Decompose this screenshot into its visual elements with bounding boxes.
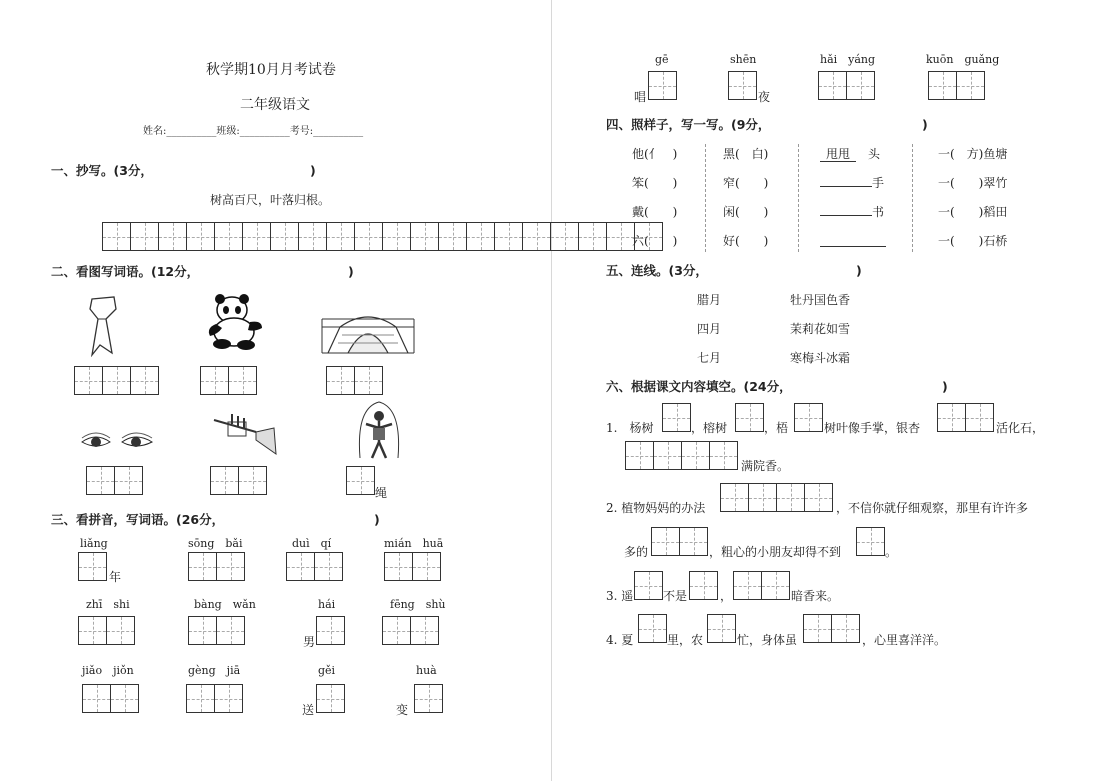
s4-divider-2 xyxy=(798,144,799,252)
s4-heading: 四、照样子，写一写。(9分， xyxy=(606,117,771,132)
s6-q3-b: 不是 xyxy=(663,589,688,603)
s4-c2-1: 黑( 白) xyxy=(723,147,769,161)
s4-c2-4: 好( ) xyxy=(723,234,769,248)
s6-q2-grid-2[interactable] xyxy=(651,527,707,556)
s6-q2-c: 多的 xyxy=(624,545,649,559)
s4-divider-3 xyxy=(912,144,913,252)
s3c-pinyin-4: kuōn guǎng xyxy=(926,53,1000,66)
s1-heading: 一、抄写。(3分， xyxy=(51,163,153,178)
s6-heading: 六、根据课文内容填空。(24分， xyxy=(606,379,792,394)
s5-left-2[interactable]: 四月 xyxy=(697,322,722,336)
bridge-icon xyxy=(320,305,416,355)
s3-grid-3[interactable] xyxy=(286,552,342,581)
scarf-icon xyxy=(86,295,120,357)
s3-grid-5[interactable] xyxy=(78,616,134,645)
s6-q1-a: 1. 杨树 xyxy=(606,421,654,435)
s3-heading: 三、看拼音，写词语。(26分， xyxy=(51,512,225,527)
s6-q2-a: 2. 植物妈妈的办法 xyxy=(606,501,706,515)
s1-writing-grid[interactable] xyxy=(102,222,662,251)
s3-grid-4[interactable] xyxy=(384,552,440,581)
s6-q1-grid-5[interactable] xyxy=(625,441,737,470)
s3c-pinyin-2: shēn xyxy=(730,53,757,66)
s2-heading: 二、看图写词语。(12分， xyxy=(51,264,200,279)
s4-c3-4[interactable] xyxy=(820,234,886,250)
s6-q2-grid-3[interactable] xyxy=(856,527,884,556)
s4-c4-1: 一( 方)鱼塘 xyxy=(938,147,1008,161)
s3-grid-12[interactable] xyxy=(414,684,442,713)
s3-char-nan: 男 xyxy=(303,635,316,649)
s6-q4-grid-2[interactable] xyxy=(707,614,735,643)
s3-pinyin-1: liǎng xyxy=(80,537,108,550)
s6-q2-d: ，粗心的小朋友却得不到 xyxy=(709,545,842,559)
s4-divider-1 xyxy=(705,144,706,252)
s6-q4-grid-3[interactable] xyxy=(803,614,859,643)
s3c-pinyin-1: gē xyxy=(655,53,669,66)
s3-grid-8[interactable] xyxy=(382,616,438,645)
s5-right-1[interactable]: 牡丹国色香 xyxy=(790,293,851,307)
s6-q2-b: ，不信你就仔细观察，那里有许许多 xyxy=(836,501,1029,515)
s4-close: ) xyxy=(922,117,928,132)
s6-q3-grid-2[interactable] xyxy=(689,571,717,600)
s4-c4-2: 一( )翠竹 xyxy=(938,176,1008,190)
s2-grid-5[interactable] xyxy=(210,466,266,495)
s4-c1-1: 他(亻 ) xyxy=(632,147,678,161)
s5-left-3[interactable]: 七月 xyxy=(697,351,722,365)
s6-q1-d: 树叶像手掌，银杏 xyxy=(824,421,921,435)
s2-grid-3[interactable] xyxy=(326,366,382,395)
student-info: 姓名:__________班级:__________考号:__________ xyxy=(143,126,364,137)
s6-q4-a: 4. 夏 xyxy=(606,633,634,647)
s5-right-2[interactable]: 茉莉花如雪 xyxy=(790,322,851,336)
s5-left-1[interactable]: 腊月 xyxy=(697,293,722,307)
s3-grid-1[interactable] xyxy=(78,552,106,581)
s3-grid-9[interactable] xyxy=(82,684,138,713)
s2-grid-2[interactable] xyxy=(200,366,256,395)
s4-c2-2: 窄( ) xyxy=(723,176,769,190)
panda-icon xyxy=(202,292,266,352)
s3-grid-2[interactable] xyxy=(188,552,244,581)
s3-pinyin-10: gèng jiā xyxy=(188,664,241,677)
s6-close: ) xyxy=(942,379,948,394)
s3-pinyin-7: hái xyxy=(318,598,336,611)
s3-pinyin-4: mián huā xyxy=(384,537,444,550)
s6-q1-grid-1[interactable] xyxy=(662,403,690,432)
s3c-grid-2[interactable] xyxy=(728,71,756,100)
s3-pinyin-11: gěi xyxy=(318,664,336,677)
s3-pinyin-9: jiǎo jiǒn xyxy=(82,664,134,677)
eyes-icon xyxy=(80,430,156,452)
s6-q3-d: 暗香来。 xyxy=(791,589,840,603)
exam-title: 秋学期10月月考试卷 xyxy=(206,62,336,78)
s3-grid-7[interactable] xyxy=(316,616,344,645)
trumpet-icon xyxy=(212,410,280,456)
s6-q4-c: 忙，身体虽 xyxy=(737,633,798,647)
s3-char-bian: 变 xyxy=(396,703,409,717)
s3c-pinyin-3: hǎi yáng xyxy=(820,53,876,66)
s6-q1-grid-4[interactable] xyxy=(937,403,993,432)
s4-c4-4: 一( )石桥 xyxy=(938,234,1008,248)
s6-q1-grid-2[interactable] xyxy=(735,403,763,432)
s6-q3-a: 3. 遥 xyxy=(606,589,634,603)
s3-close: ) xyxy=(374,512,380,527)
s3c-char-chang: 唱 xyxy=(634,90,647,104)
s4-c3-2: 手 xyxy=(820,176,884,190)
s3-pinyin-8: fēng shù xyxy=(390,598,446,611)
s6-q1-b: ，榕树 xyxy=(691,421,728,435)
s3-grid-11[interactable] xyxy=(316,684,344,713)
s2-grid-6[interactable] xyxy=(346,466,374,495)
s4-c4-3: 一( )稻田 xyxy=(938,205,1008,219)
s6-q1-e: 活化石， xyxy=(996,421,1045,435)
s2-char-sheng: 绳 xyxy=(375,486,388,500)
s2-grid-4[interactable] xyxy=(86,466,142,495)
s6-q3-c: ， xyxy=(720,589,733,603)
s6-q2-e: 。 xyxy=(885,545,898,559)
s1-close: ) xyxy=(310,163,316,178)
s6-q2-grid-1[interactable] xyxy=(720,483,832,512)
s6-q1-f: 满院香。 xyxy=(741,459,790,473)
s6-q4-b: 里，农 xyxy=(667,633,704,647)
s3c-grid-1[interactable] xyxy=(648,71,676,100)
s4-c2-3: 闲( ) xyxy=(723,205,769,219)
s3c-char-ye: 夜 xyxy=(758,90,771,104)
s5-heading: 五、连线。(3分， xyxy=(606,263,708,278)
s3-grid-6[interactable] xyxy=(188,616,244,645)
s5-close: ) xyxy=(856,263,862,278)
s4-c1-4: 六( ) xyxy=(632,234,678,248)
s4-c1-3: 戴( ) xyxy=(632,205,678,219)
s2-close: ) xyxy=(348,264,354,279)
s3-pinyin-6: bàng wǎn xyxy=(194,598,256,611)
s3-char-song: 送 xyxy=(302,703,315,717)
s3c-grid-4[interactable] xyxy=(928,71,984,100)
s4-c3-3: 书 xyxy=(820,205,884,219)
s5-right-3[interactable]: 寒梅斗冰霜 xyxy=(790,351,851,365)
s1-copy-text: 树高百尺，叶落归根。 xyxy=(210,193,331,207)
s6-q3-grid-1[interactable] xyxy=(634,571,662,600)
s6-q3-grid-3[interactable] xyxy=(733,571,789,600)
s3-char-nian: 年 xyxy=(109,570,122,584)
s6-q4-d: ，心里喜洋洋。 xyxy=(862,633,947,647)
jump-rope-icon xyxy=(354,398,404,466)
s3-pinyin-3: duì qí xyxy=(292,537,332,550)
s2-grid-1[interactable] xyxy=(74,366,158,395)
s3-pinyin-2: sōng bǎi xyxy=(188,537,243,550)
s3c-grid-3[interactable] xyxy=(818,71,874,100)
s6-q1-grid-3[interactable] xyxy=(794,403,822,432)
s4-c3-1: 甩甩 头 xyxy=(820,147,880,162)
exam-subtitle: 二年级语文 xyxy=(240,97,310,113)
s6-q1-c: ，梧 xyxy=(764,421,789,435)
page-divider xyxy=(551,0,552,781)
s4-c1-2: 笨( ) xyxy=(632,176,678,190)
s3-grid-10[interactable] xyxy=(186,684,242,713)
s6-q4-grid-1[interactable] xyxy=(638,614,666,643)
s3-pinyin-5: zhī shi xyxy=(86,598,130,611)
s3-pinyin-12: huà xyxy=(416,664,437,677)
